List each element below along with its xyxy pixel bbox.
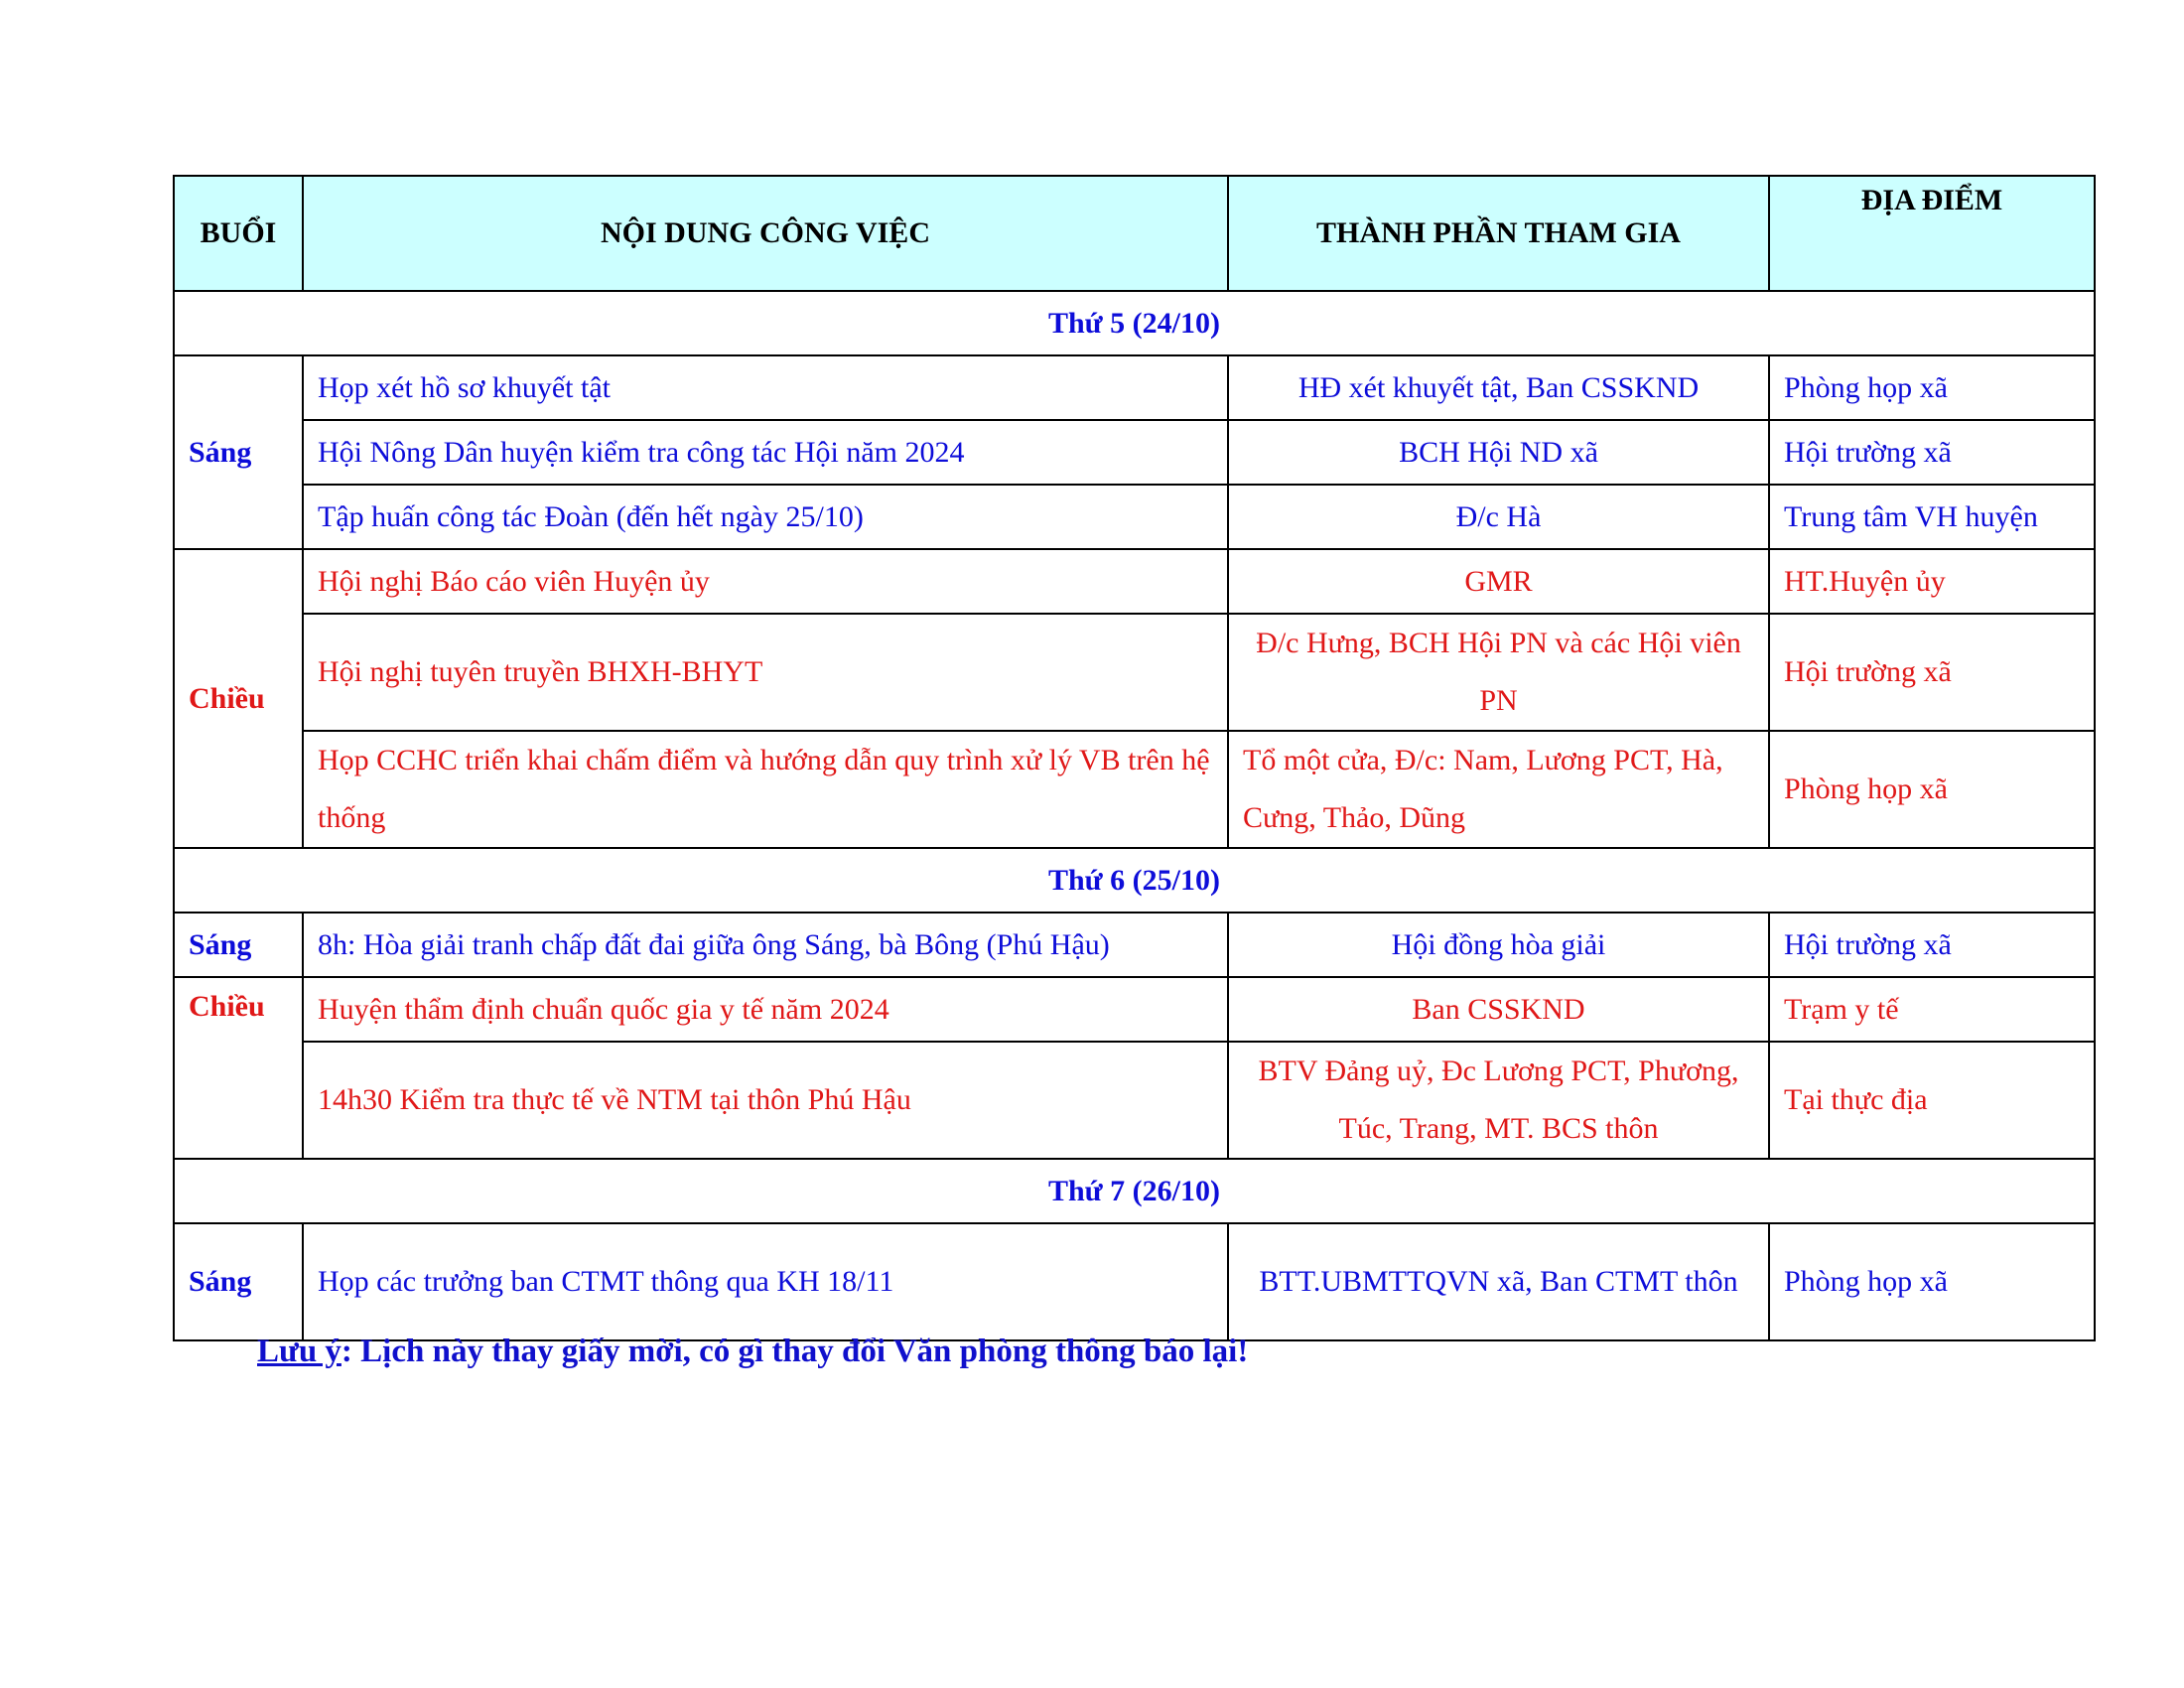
task-location: Phòng họp xã <box>1769 1223 2095 1340</box>
task-content: Huyện thẩm định chuẩn quốc gia y tế năm 2024 <box>303 977 1228 1042</box>
task-participants: BTV Đảng uỷ, Đc Lương PCT, Phương, Túc, Trang, MT. BCS thôn <box>1228 1042 1769 1159</box>
task-content: Họp xét hồ sơ khuyết tật <box>303 355 1228 420</box>
task-content: 8h: Hòa giải tranh chấp đất đai giữa ông Sáng, bà Bông (Phú Hậu) <box>303 913 1228 977</box>
session-label: Chiều <box>174 977 303 1159</box>
header-participants: THÀNH PHẦN THAM GIA <box>1228 176 1769 291</box>
task-participants: Ban CSSKND <box>1228 977 1769 1042</box>
day-title: Thứ 6 (25/10) <box>174 848 2095 913</box>
task-location: HT.Huyện ủy <box>1769 549 2095 614</box>
session-label: Sáng <box>174 1223 303 1340</box>
table-row <box>174 913 2095 977</box>
task-location: Hội trường xã <box>1769 913 2095 977</box>
header-location: ĐỊA ĐIỂM <box>1769 176 2095 291</box>
table-row <box>174 485 2095 549</box>
task-participants: Đ/c Hà <box>1228 485 1769 549</box>
task-location: Tại thực địa <box>1769 1042 2095 1159</box>
session-label: Sáng <box>174 913 303 977</box>
task-location: Hội trường xã <box>1769 420 2095 485</box>
task-content: Họp các trưởng ban CTMT thông qua KH 18/11 <box>303 1223 1228 1340</box>
task-content: Họp CCHC triển khai chấm điểm và hướng dẫn quy trình xử lý VB trên hệ thống <box>303 731 1228 848</box>
table-row <box>174 614 2095 731</box>
session-label: Chiều <box>174 549 303 848</box>
table-row <box>174 549 2095 614</box>
task-participants: Tổ một cửa, Đ/c: Nam, Lương PCT, Hà, Cưng, Thảo, Dũng <box>1228 731 1769 848</box>
task-location: Phòng họp xã <box>1769 731 2095 848</box>
task-participants: Hội đồng hòa giải <box>1228 913 1769 977</box>
schedule-table <box>173 175 2096 1341</box>
task-location: Trạm y tế <box>1769 977 2095 1042</box>
note-label: Lưu ý <box>257 1334 341 1369</box>
task-content: Hội Nông Dân huyện kiểm tra công tác Hội năm 2024 <box>303 420 1228 485</box>
task-content: Hội nghị tuyên truyền BHXH-BHYT <box>303 614 1228 731</box>
task-participants: HĐ xét khuyết tật, Ban CSSKND <box>1228 355 1769 420</box>
table-row <box>174 977 2095 1042</box>
task-participants: BTT.UBMTTQVN xã, Ban CTMT thôn <box>1228 1223 1769 1340</box>
note-text: : Lịch này thay giấy mời, có gì thay đổi Văn phòng thông báo lại! <box>341 1334 1249 1369</box>
day-title: Thứ 7 (26/10) <box>174 1159 2095 1223</box>
table-row <box>174 1042 2095 1159</box>
session-label: Sáng <box>174 355 303 549</box>
table-row <box>174 731 2095 848</box>
header-content: NỘI DUNG CÔNG VIỆC <box>303 176 1228 291</box>
task-content: Tập huấn công tác Đoàn (đến hết ngày 25/10) <box>303 485 1228 549</box>
table-row <box>174 355 2095 420</box>
task-location: Phòng họp xã <box>1769 355 2095 420</box>
footer-note <box>257 1334 1248 1370</box>
task-participants: BCH Hội ND xã <box>1228 420 1769 485</box>
task-location: Trung tâm VH huyện <box>1769 485 2095 549</box>
task-content: Hội nghị Báo cáo viên Huyện ủy <box>303 549 1228 614</box>
header-row <box>174 176 2095 291</box>
task-content: 14h30 Kiểm tra thực tế về NTM tại thôn Phú Hậu <box>303 1042 1228 1159</box>
day-title: Thứ 5 (24/10) <box>174 291 2095 355</box>
table-row <box>174 1223 2095 1340</box>
task-participants: Đ/c Hưng, BCH Hội PN và các Hội viên PN <box>1228 614 1769 731</box>
table-row <box>174 420 2095 485</box>
task-participants: GMR <box>1228 549 1769 614</box>
task-location: Hội trường xã <box>1769 614 2095 731</box>
header-session: BUỔI <box>174 176 303 291</box>
